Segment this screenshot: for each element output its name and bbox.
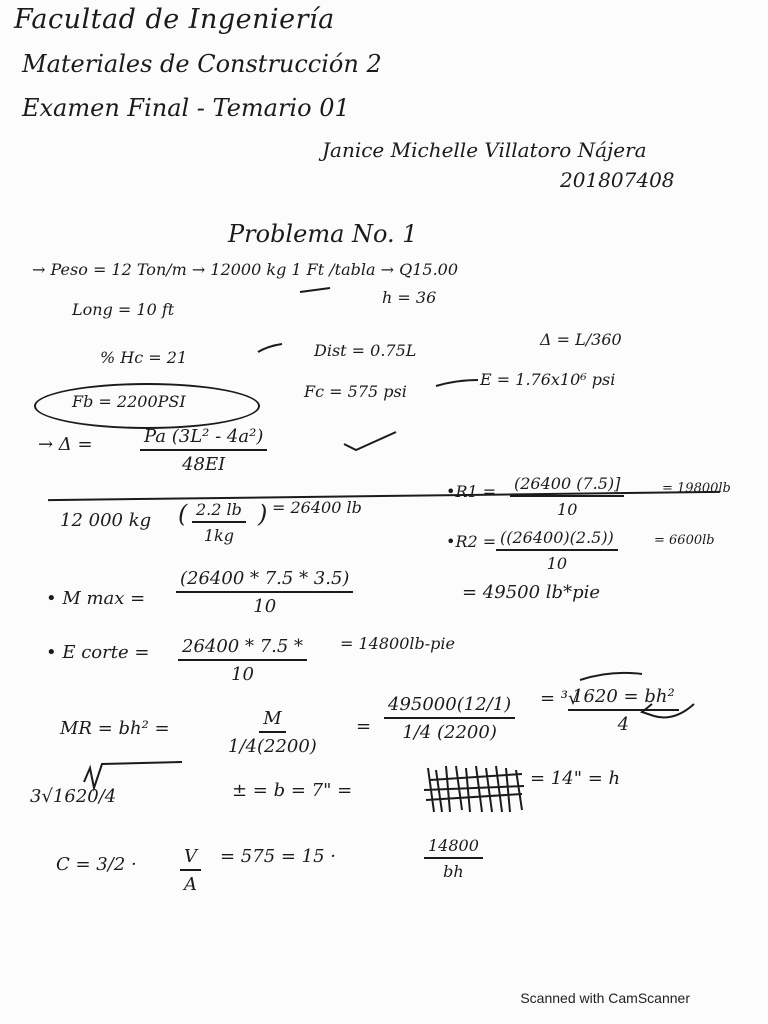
mr-f2-denominator: 1/4 (2200): [402, 722, 497, 743]
conversion-lhs: 12 000 kg: [60, 510, 152, 531]
given-hc: % Hc = 21: [100, 348, 188, 367]
mr-root: = ³√: [540, 688, 580, 709]
faculty-heading: Facultad de Ingeniería: [14, 4, 335, 35]
given-peso: → Peso = 12 Ton/m → 12000 kg 1 Ft /tabla → Q15.00: [32, 260, 459, 279]
mr-f1-numerator: M: [259, 708, 285, 733]
arrow-head: [642, 704, 654, 716]
checkmark-deflection: [344, 432, 396, 450]
mmax-numerator: (26400 * 7.5 * 3.5): [176, 568, 353, 593]
ecorte-result: = 14800lb-pie: [340, 634, 455, 653]
given-fb: Fb = 2200PSI: [72, 392, 186, 411]
r2-denominator: 10: [546, 554, 568, 573]
underline-stroke: [300, 288, 330, 292]
root-stroke: [580, 673, 642, 680]
r1-label: •R1 =: [446, 482, 497, 501]
r2-numerator: ((26400)(2.5)): [496, 528, 618, 551]
arrow-curve: [654, 704, 694, 718]
r1-result: = 19800lb: [662, 481, 731, 496]
shear-lhs: C = 3/2 ·: [56, 854, 137, 875]
r1-denominator: 10: [557, 500, 578, 519]
r2-label: •R2 =: [446, 532, 497, 551]
shear-f1-denominator: A: [184, 874, 197, 895]
given-e: E = 1.76x10⁶ psi: [480, 370, 616, 389]
r1-numerator: (26400 (7.5)]: [510, 474, 624, 497]
deflection-denominator: 48EI: [182, 454, 226, 475]
cube-root-lhs: 3√1620/4: [30, 786, 117, 807]
student-id: 201807408: [560, 168, 675, 192]
cube-root-mid: ± = b = 7" =: [232, 780, 353, 801]
deflection-lhs: → Δ =: [38, 434, 93, 455]
mr-f2-numerator: 495000(12/1): [384, 694, 515, 719]
mmax-denominator: 10: [253, 596, 277, 617]
paren-close: ): [258, 500, 268, 528]
mr-f3-numerator: 1620 = bh²: [568, 686, 679, 711]
dash-stroke: [436, 380, 478, 386]
shear-mid: = 575 = 15 ·: [220, 846, 337, 867]
mr-lhs: MR = bh² =: [60, 718, 170, 739]
mr-f1-denominator: 1/4(2200): [228, 736, 317, 757]
shear-f1-numerator: V: [180, 846, 201, 871]
paren-open: (: [178, 500, 188, 528]
shear-f2-denominator: bh: [443, 862, 464, 881]
given-dist: Dist = 0.75L: [314, 341, 417, 360]
ecorte-denominator: 10: [231, 664, 254, 685]
student-name: Janice Michelle Villatoro Nájera: [322, 138, 647, 162]
checkmark-stroke: [258, 344, 282, 352]
conversion-numerator: 2.2 lb: [192, 500, 246, 523]
mmax-label: • M max =: [46, 588, 146, 609]
exam-heading: Examen Final - Temario 01: [22, 94, 350, 122]
scanner-watermark: Scanned with CamScanner: [520, 990, 690, 1006]
given-h: h = 36: [382, 288, 437, 307]
given-long: Long = 10 ft: [72, 300, 175, 319]
deflection-numerator: Pa (3L² - 4a²): [140, 426, 267, 451]
ecorte-numerator: 26400 * 7.5 *: [178, 636, 307, 661]
cube-root-rhs: = 14" = h: [530, 768, 621, 789]
given-delta: Δ = L/360: [540, 330, 622, 349]
mr-f3-denominator: 4: [617, 714, 630, 735]
scribble-out: [424, 766, 524, 812]
shear-f2-numerator: 14800: [424, 836, 483, 859]
conversion-result: = 26400 lb: [272, 498, 362, 517]
mr-eq: =: [356, 716, 372, 737]
given-fc: Fc = 575 psi: [304, 382, 407, 401]
r2-result: = 6600lb: [654, 533, 715, 548]
problem-title: Problema No. 1: [228, 220, 418, 248]
mmax-result: = 49500 lb*pie: [462, 582, 600, 603]
ecorte-label: • E corte =: [46, 642, 150, 663]
root-sign: [84, 762, 182, 788]
course-heading: Materiales de Construcción 2: [22, 50, 382, 78]
conversion-denominator: 1kg: [203, 526, 234, 545]
